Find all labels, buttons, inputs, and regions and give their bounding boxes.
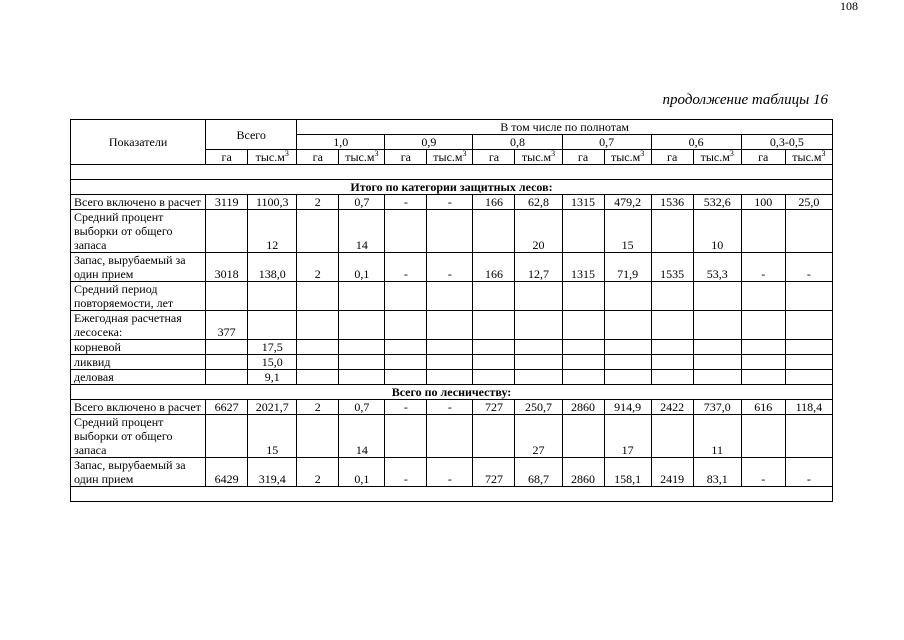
table-cell	[427, 311, 473, 340]
unit-m3-text: тыс.м	[345, 150, 375, 164]
table-cell	[562, 210, 604, 253]
table-cell: -	[385, 195, 427, 210]
section-protective-forests	[71, 180, 833, 195]
table-cell	[339, 340, 385, 355]
table-cell	[785, 210, 832, 253]
table-cell	[515, 340, 562, 355]
table-cell: 1100,3	[248, 195, 297, 210]
table-cell: 319,4	[248, 458, 297, 487]
table-cell	[693, 355, 741, 370]
table-cell	[651, 311, 693, 340]
header-total: Всего	[206, 120, 297, 150]
unit-m3	[515, 150, 562, 165]
table-cell: -	[427, 458, 473, 487]
table-cell	[473, 415, 515, 458]
table-cell	[339, 355, 385, 370]
header-density: 0,3-0,5	[741, 135, 832, 150]
table-row	[71, 282, 833, 311]
table-cell	[604, 355, 651, 370]
table-cell	[562, 311, 604, 340]
table-cell	[562, 370, 604, 385]
table-row	[71, 195, 833, 210]
table-cell	[785, 340, 832, 355]
table-cell: 0,7	[339, 400, 385, 415]
forest-table	[70, 119, 833, 502]
table-cell: 727	[473, 458, 515, 487]
unit-m3-superscript: 3	[551, 149, 556, 158]
table-cell	[473, 355, 515, 370]
table-row	[71, 355, 833, 370]
unit-m3	[604, 150, 651, 165]
table-cell: 2	[297, 195, 339, 210]
table-cell	[385, 282, 427, 311]
table-cell: 914,9	[604, 400, 651, 415]
table-cell	[515, 370, 562, 385]
table-row	[71, 415, 833, 458]
table-cell: 71,9	[604, 253, 651, 282]
unit-m3-superscript: 3	[821, 149, 826, 158]
table-cell	[427, 355, 473, 370]
table-cell: 158,1	[604, 458, 651, 487]
table-cell	[297, 340, 339, 355]
table-cell	[785, 370, 832, 385]
table-cell	[473, 370, 515, 385]
table-cell: 68,7	[515, 458, 562, 487]
table-cell: -	[785, 458, 832, 487]
table-row	[71, 311, 833, 340]
table-cell	[385, 210, 427, 253]
table-cell: 15,0	[248, 355, 297, 370]
table-cell	[741, 340, 785, 355]
table-cell: -	[741, 458, 785, 487]
unit-m3	[785, 150, 832, 165]
table-cell: 62,8	[515, 195, 562, 210]
unit-m3-superscript: 3	[284, 149, 289, 158]
unit-m3-text: тыс.м	[792, 150, 822, 164]
unit-ha: га	[741, 150, 785, 165]
row-label: Запас, вырубаемый за один прием	[71, 253, 206, 282]
table-cell: 15	[604, 210, 651, 253]
section-title: Всего по лесничеству:	[71, 385, 833, 400]
section-title: Итого по категории защитных лесов:	[71, 180, 833, 195]
table-cell	[651, 210, 693, 253]
table-cell: 9,1	[248, 370, 297, 385]
table-cell: 2	[297, 400, 339, 415]
table-cell	[651, 282, 693, 311]
table-cell: 1536	[651, 195, 693, 210]
table-cell: 479,2	[604, 195, 651, 210]
table-cell	[741, 355, 785, 370]
table-cell	[473, 282, 515, 311]
row-label: Средний процент выборки от общего запаса	[71, 210, 206, 253]
table-cell	[515, 311, 562, 340]
table-cell: 12,7	[515, 253, 562, 282]
table-cell	[741, 415, 785, 458]
header-density: 1,0	[297, 135, 385, 150]
table-cell: 11	[693, 415, 741, 458]
table-cell	[785, 311, 832, 340]
table-cell	[297, 311, 339, 340]
table-cell: -	[385, 458, 427, 487]
table-cell	[604, 311, 651, 340]
table-cell	[785, 282, 832, 311]
table-row	[71, 253, 833, 282]
table-cell: 14	[339, 210, 385, 253]
table-cell	[339, 282, 385, 311]
unit-m3-superscript: 3	[374, 149, 379, 158]
table-cell: 17,5	[248, 340, 297, 355]
section-forestry-total	[71, 385, 833, 400]
unit-m3-text: тыс.м	[610, 150, 641, 164]
table-cell	[385, 355, 427, 370]
table-cell	[427, 340, 473, 355]
table-cell	[473, 210, 515, 253]
table-cell: 0,1	[339, 458, 385, 487]
table-cell: 0,1	[339, 253, 385, 282]
table-cell	[604, 282, 651, 311]
table-cell	[604, 370, 651, 385]
table-cell	[206, 355, 248, 370]
table-cell: -	[385, 400, 427, 415]
table-cell: 83,1	[693, 458, 741, 487]
table-cell	[562, 282, 604, 311]
table-cell	[297, 210, 339, 253]
table-cell: 3119	[206, 195, 248, 210]
table-cell	[693, 340, 741, 355]
row-label: Запас, вырубаемый за один прием	[71, 458, 206, 487]
table-cell: 2	[297, 458, 339, 487]
table-cell	[562, 340, 604, 355]
unit-ha: га	[562, 150, 604, 165]
table-cell: 166	[473, 195, 515, 210]
table-cell: 14	[339, 415, 385, 458]
table-cell: 532,6	[693, 195, 741, 210]
table-cell: 118,4	[785, 400, 832, 415]
table-cell: 727	[473, 400, 515, 415]
table-cell	[385, 311, 427, 340]
table-cell	[651, 355, 693, 370]
table-cell	[385, 415, 427, 458]
table-row	[71, 210, 833, 253]
table-cell	[741, 311, 785, 340]
table-cell	[741, 210, 785, 253]
table-cell: 2422	[651, 400, 693, 415]
table-cell	[206, 370, 248, 385]
table-cell	[248, 311, 297, 340]
table-cell	[297, 355, 339, 370]
unit-m3-text: тыс.м	[433, 150, 463, 164]
table-cell: 616	[741, 400, 785, 415]
unit-ha: га	[651, 150, 693, 165]
table-cell: 166	[473, 253, 515, 282]
table-row	[71, 400, 833, 415]
table-cell	[427, 282, 473, 311]
table-cell	[473, 340, 515, 355]
unit-ha: га	[473, 150, 515, 165]
spacer-row	[71, 487, 833, 502]
table-cell	[297, 282, 339, 311]
table-cell: 53,3	[693, 253, 741, 282]
table-cell	[473, 311, 515, 340]
spacer-cell	[71, 165, 833, 180]
table-cell: 138,0	[248, 253, 297, 282]
unit-m3-superscript: 3	[729, 149, 734, 158]
row-label: Ежегодная расчетная лесосека:	[71, 311, 206, 340]
table-cell	[206, 282, 248, 311]
table-cell	[785, 415, 832, 458]
table-cell	[562, 355, 604, 370]
table-cell	[427, 210, 473, 253]
table-cell	[427, 370, 473, 385]
table-cell: 100	[741, 195, 785, 210]
unit-m3-superscript: 3	[640, 149, 645, 158]
unit-m3	[427, 150, 473, 165]
table-cell	[693, 370, 741, 385]
unit-m3	[693, 150, 741, 165]
table-cell	[297, 370, 339, 385]
table-cell: 6627	[206, 400, 248, 415]
table-cell	[206, 340, 248, 355]
header-by-density: В том числе по полнотам	[297, 120, 833, 135]
unit-ha: га	[297, 150, 339, 165]
spacer-cell	[71, 487, 833, 502]
header-density: 0,9	[385, 135, 473, 150]
table-cell: -	[427, 195, 473, 210]
table-cell	[248, 282, 297, 311]
table-row	[71, 370, 833, 385]
table-cell	[785, 355, 832, 370]
table-cell	[297, 415, 339, 458]
unit-m3	[339, 150, 385, 165]
table-cell	[339, 370, 385, 385]
table-cell: 1315	[562, 195, 604, 210]
table-cell: 20	[515, 210, 562, 253]
table-cell: 2860	[562, 458, 604, 487]
table-cell: 1535	[651, 253, 693, 282]
unit-m3-text: тыс.м	[521, 150, 552, 164]
table-cell: 27	[515, 415, 562, 458]
row-label: Всего включено в расчет	[71, 400, 206, 415]
table-cell	[693, 282, 741, 311]
table-cell: 250,7	[515, 400, 562, 415]
table-row	[71, 340, 833, 355]
table-cell: 2419	[651, 458, 693, 487]
table-cell	[385, 370, 427, 385]
table-cell: 25,0	[785, 195, 832, 210]
table-cell	[741, 282, 785, 311]
table-cell: 737,0	[693, 400, 741, 415]
table-cell	[339, 311, 385, 340]
table-cell: 0,7	[339, 195, 385, 210]
header-density: 0,8	[473, 135, 562, 150]
spacer-row	[71, 165, 833, 180]
table-cell	[693, 311, 741, 340]
page-number: 108	[840, 0, 858, 13]
table-cell: -	[741, 253, 785, 282]
table-cell: 2021,7	[248, 400, 297, 415]
unit-m3	[248, 150, 297, 165]
table-cell: 2	[297, 253, 339, 282]
table-cell: 10	[693, 210, 741, 253]
table-body	[71, 165, 833, 502]
table-cell: -	[385, 253, 427, 282]
table-cell: 15	[248, 415, 297, 458]
unit-ha: га	[385, 150, 427, 165]
table-cell: 6429	[206, 458, 248, 487]
table-cell	[515, 355, 562, 370]
table-cell	[604, 340, 651, 355]
table-cell	[651, 370, 693, 385]
table-cell: -	[785, 253, 832, 282]
row-label: ликвид	[71, 355, 206, 370]
table-cell: 1315	[562, 253, 604, 282]
table-cell	[651, 415, 693, 458]
table-cell: 3018	[206, 253, 248, 282]
table-cell	[651, 340, 693, 355]
header-density: 0,7	[562, 135, 651, 150]
table-cell	[385, 340, 427, 355]
header-density: 0,6	[651, 135, 741, 150]
table-cell	[206, 415, 248, 458]
unit-m3-superscript: 3	[462, 149, 467, 158]
unit-m3-text: тыс.м	[255, 150, 285, 164]
table-cell: -	[427, 400, 473, 415]
table-cell: 377	[206, 311, 248, 340]
row-label: корневой	[71, 340, 206, 355]
row-label: Средний период повторяемости, лет	[71, 282, 206, 311]
table-caption: продолжение таблицы 16	[662, 92, 828, 108]
table-row	[71, 458, 833, 487]
table-cell	[741, 370, 785, 385]
table-cell	[206, 210, 248, 253]
header-indicators: Показатели	[71, 120, 206, 165]
table-cell	[515, 282, 562, 311]
row-label: Всего включено в расчет	[71, 195, 206, 210]
unit-ha: га	[206, 150, 248, 165]
table-cell	[427, 415, 473, 458]
table-cell: 12	[248, 210, 297, 253]
table-cell: 2860	[562, 400, 604, 415]
table-cell	[562, 415, 604, 458]
row-label: Средний процент выборки от общего запаса	[71, 415, 206, 458]
table-cell: 17	[604, 415, 651, 458]
table-cell: -	[427, 253, 473, 282]
row-label: деловая	[71, 370, 206, 385]
unit-m3-text: тыс.м	[700, 150, 730, 164]
